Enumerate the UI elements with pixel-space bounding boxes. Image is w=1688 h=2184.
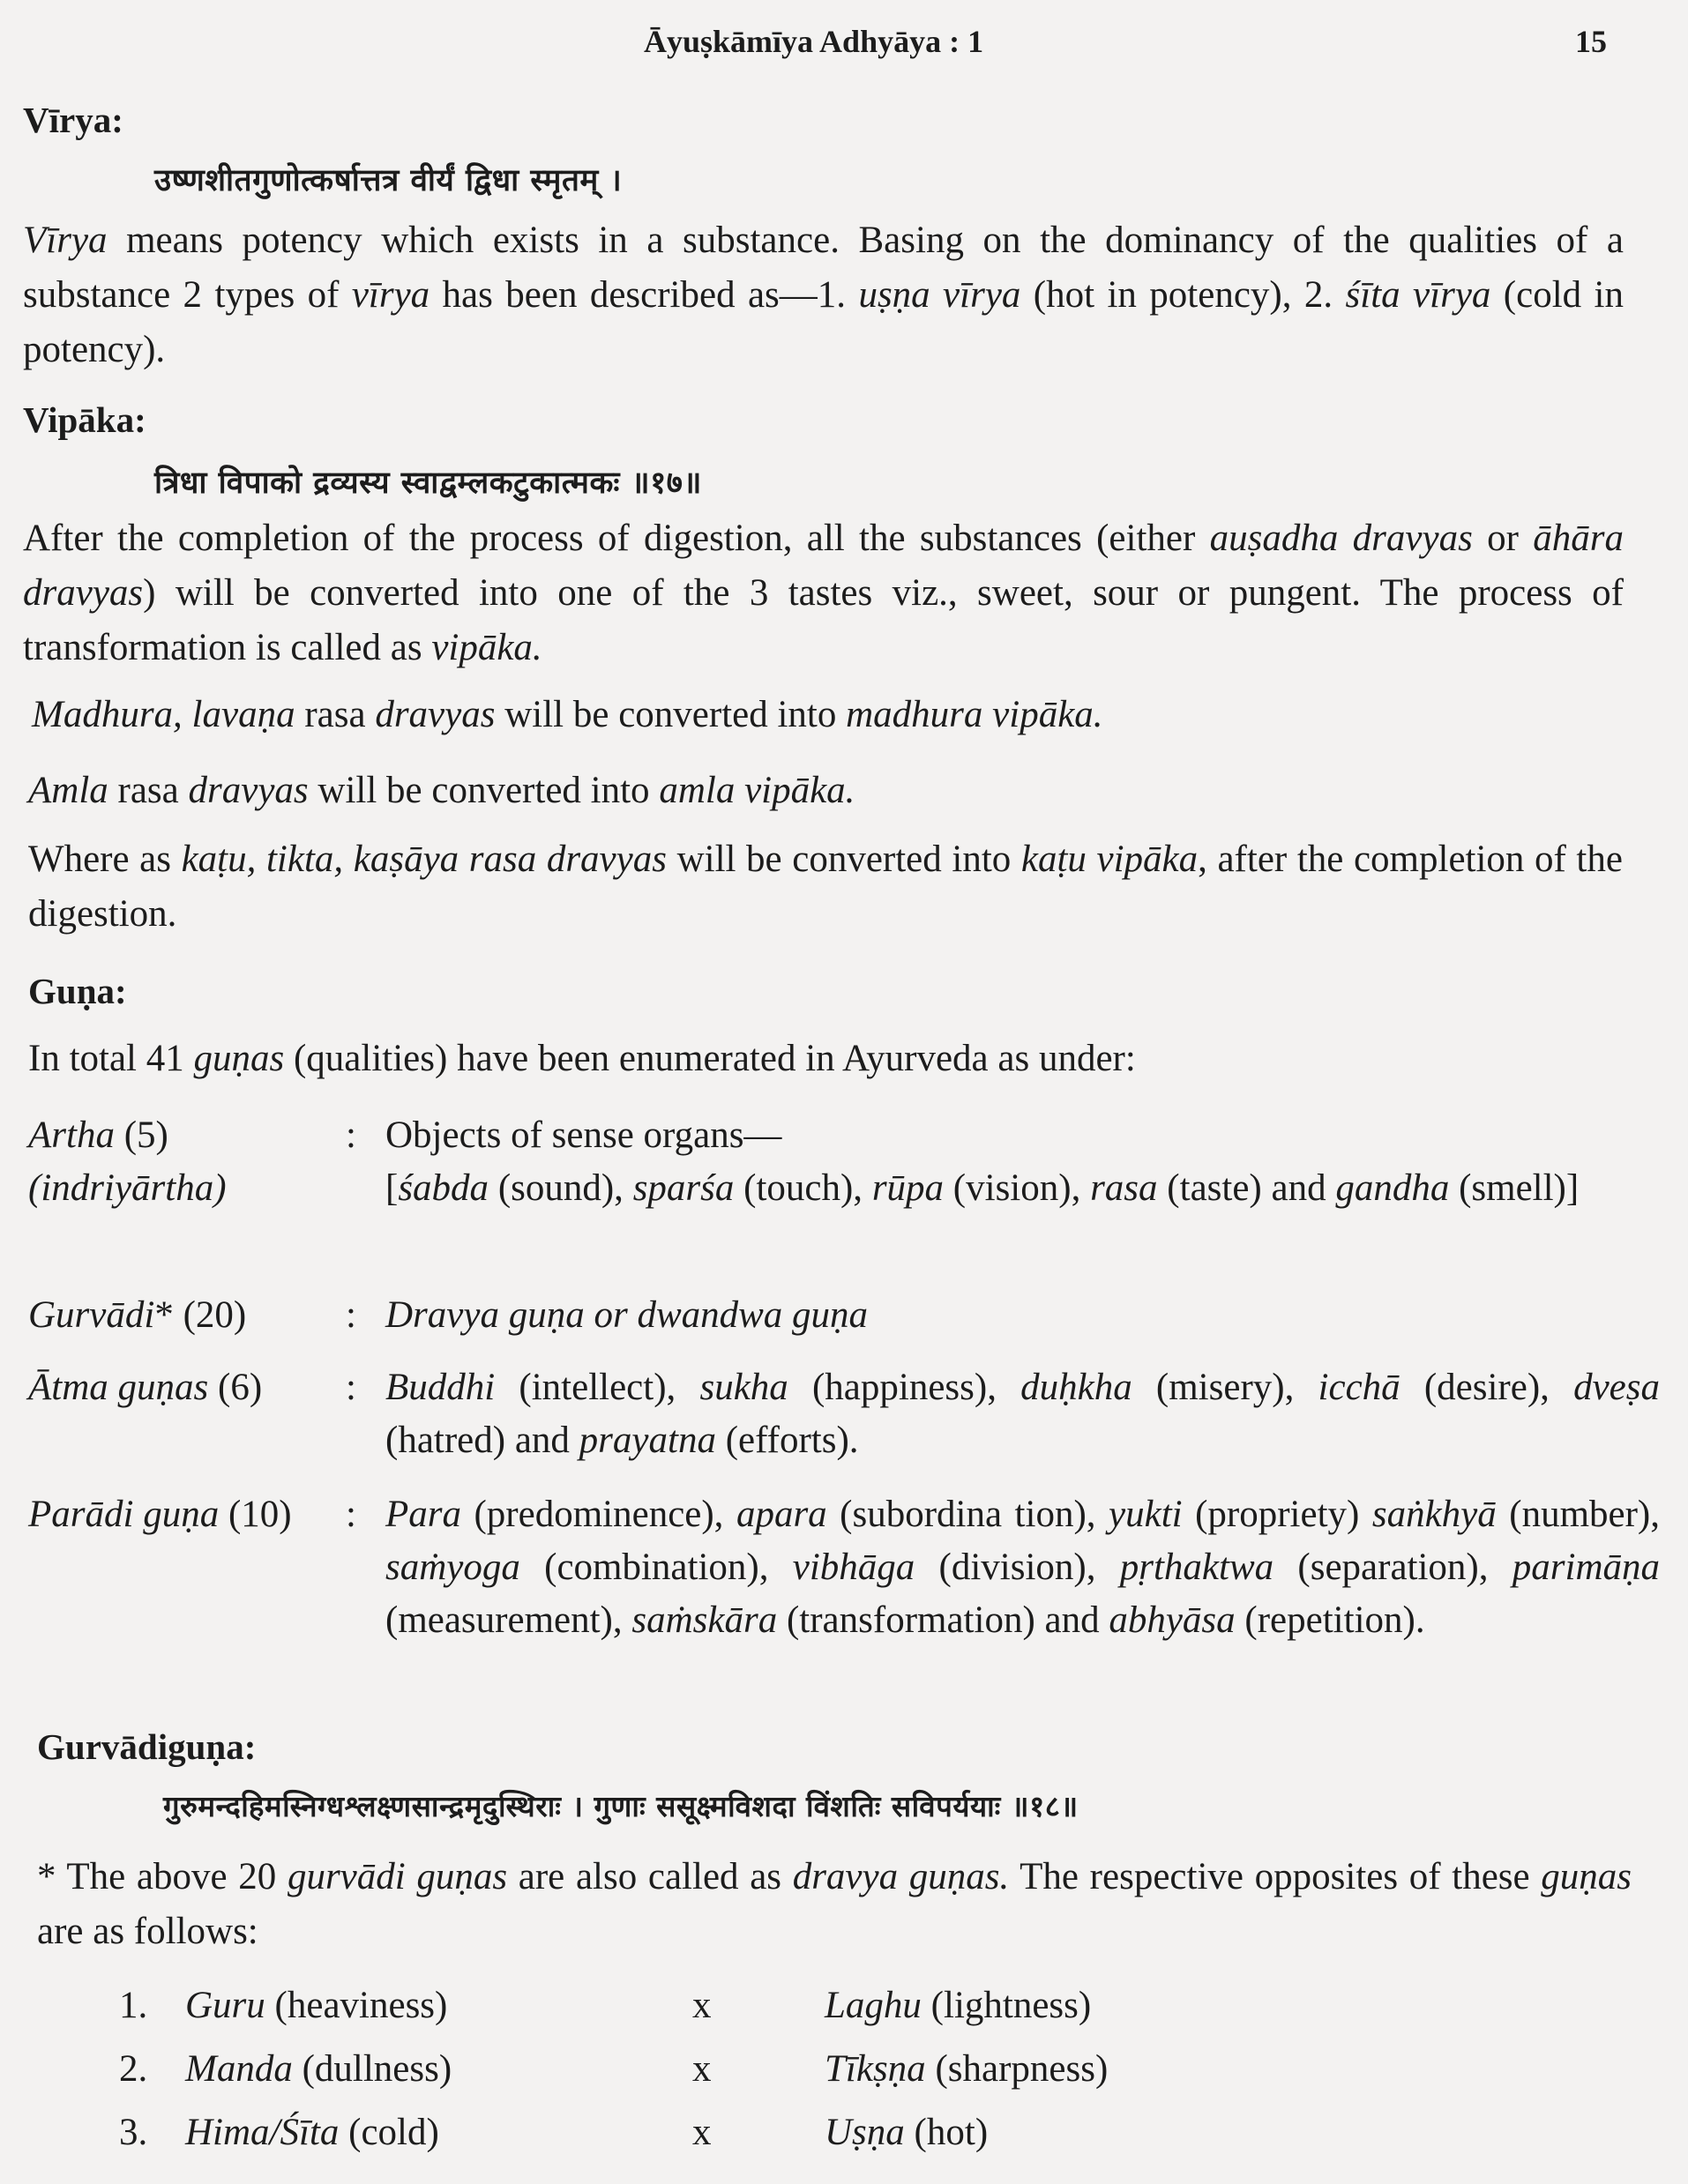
sloka-virya: उष्णशीतगुणोत्कर्षात्तत्र वीर्यं द्विधा स्मृतम् । — [154, 163, 623, 198]
paragraph-vipaka-2: Madhura, lavaṇa rasa dravyas will be converted into madhura vipāka. — [32, 694, 1103, 735]
sloka-vipaka: त्रिधा विपाको द्रव्यस्य स्वाद्वम्लकटुकात्मकः ॥१७॥ — [154, 466, 702, 501]
paragraph-vipaka-1: After the completion of the process of digestion, all the substances (either auṣadha dravyas or āhāra dravyas) will be converted into one of the 3 tastes viz., sweet, sour or pungent. The process of transformation is called as vipāka. — [23, 518, 1624, 668]
book-page: Āyuṣkāmīya Adhyāya : 1 15 Vīrya: उष्णशीतगुणोत्कर्षात्तत्र वीर्यं द्विधा स्मृतम् । Vīrya means potency which exists in a substance. Basing on the dominancy of the qualities of a substance 2 types of vīrya has been described as—1. uṣṇa vīrya (hot in potency), 2. śīta vīrya (cold in potency). Vipāka: त्रिधा विपाको द्रव्यस्य स्वाद्वम्लकटुकात्मकः ॥१७॥ After the completion of the process of digestion, all the substances (either auṣadha dravyas or āhāra dravyas) will be converted into one of the 3 tastes viz., sweet, sour or pungent. The process of transformation is called as vipāka. Madhura, lavaṇa rasa dravyas will be converted into madhura vipāka. Amla rasa dravyas will be converted into amla vipāka. Where as kaṭu, tikta, kaṣāya rasa dravyas will be converted into kaṭu vipāka, after the completion of the digestion. Guṇa: In total 41 guṇas (qualities) have been enumerated in Ayurveda as under: Artha (5) (indriyārtha) : Objects of sense organs— [śabda (sound), sparśa (touch), rūpa (vision), rasa (taste) and gandha (smell)] Gurvādi* (20) : Dravya guṇa or dwandwa guṇa Ātma guṇas (6) : Buddhi (intellect), sukha (happiness), duḥkha (misery), icchā (desire), dveṣa (hatred) and prayatna (efforts). Parādi guṇa (10) : Para (predominence), apara (subordina tion), yukti (propriety) saṅkhyā (number), saṁyoga (combination), vibhāga (division), pṛthaktwa (separation), parimāṇa (measurement), saṁskāra (transformation) and abhyāsa (repetition). Gurvādiguṇa: गुरुमन्दहिमस्निग्धश्लक्ष्णसान्द्रमृदुस्थिराः । गुणाः ससूक्ष्मविशदा विंशतिः सविपर्ययाः ॥१८॥ * The above 20 gurvādi guṇas are also called as dravya guṇas. The respective opposites of these guṇas are as follows: 1. Guru (heaviness) x Laghu (lightness) 2. Manda (dullness) x Tīkṣṇa (sharpness) 3. Hima/Śīta (cold) x Uṣṇa (hot) — [0, 0, 1688, 2184]
sloka-gurvadiguna: गुरुमन्दहिमस्निग्धश्लक्ष्णसान्द्रमृदुस्थिराः । गुणाः ससूक्ष्मविशदा विंशतिः सविपर्ययाः ॥१८॥ — [163, 1789, 1079, 1823]
section-heading-guna: Guṇa: — [28, 971, 127, 1011]
paragraph-footnote: * The above 20 gurvādi guṇas are also called as dravya guṇas. The respective opposites of these guṇas are as follows: — [37, 1856, 1632, 1952]
paragraph-virya: Vīrya means potency which exists in a substance. Basing on the dominancy of the qualities of a substance 2 types of vīrya has been described as—1. uṣṇa vīrya (hot in potency), 2. śīta vīrya (cold in potency). — [23, 220, 1624, 370]
chapter-title: Āyuṣkāmīya Adhyāya : 1 — [644, 24, 984, 59]
paragraph-vipaka-3: Amla rasa dravyas will be converted into amla vipāka. — [28, 770, 855, 811]
list-item: 3. Hima/Śīta (cold) x Uṣṇa (hot) — [119, 2112, 989, 2153]
paragraph-guna-intro: In total 41 guṇas (qualities) have been enumerated in Ayurveda as under: — [28, 1038, 1136, 1079]
page-number: 15 — [1575, 24, 1607, 59]
paragraph-vipaka-4: Where as kaṭu, tikta, kaṣāya rasa dravyas will be converted into kaṭu vipāka, after the completion of the digestion. — [28, 839, 1623, 935]
section-heading-virya: Vīrya: — [23, 100, 123, 140]
list-item: 1. Guru (heaviness) x Laghu (lightness) — [119, 1985, 1092, 2026]
running-header — [0, 23, 1688, 63]
section-heading-gurvadiguna: Gurvādiguṇa: — [37, 1726, 257, 1767]
section-heading-vipaka: Vipāka: — [23, 399, 146, 440]
list-item: 2. Manda (dullness) x Tīkṣṇa (sharpness) — [119, 2048, 1109, 2090]
